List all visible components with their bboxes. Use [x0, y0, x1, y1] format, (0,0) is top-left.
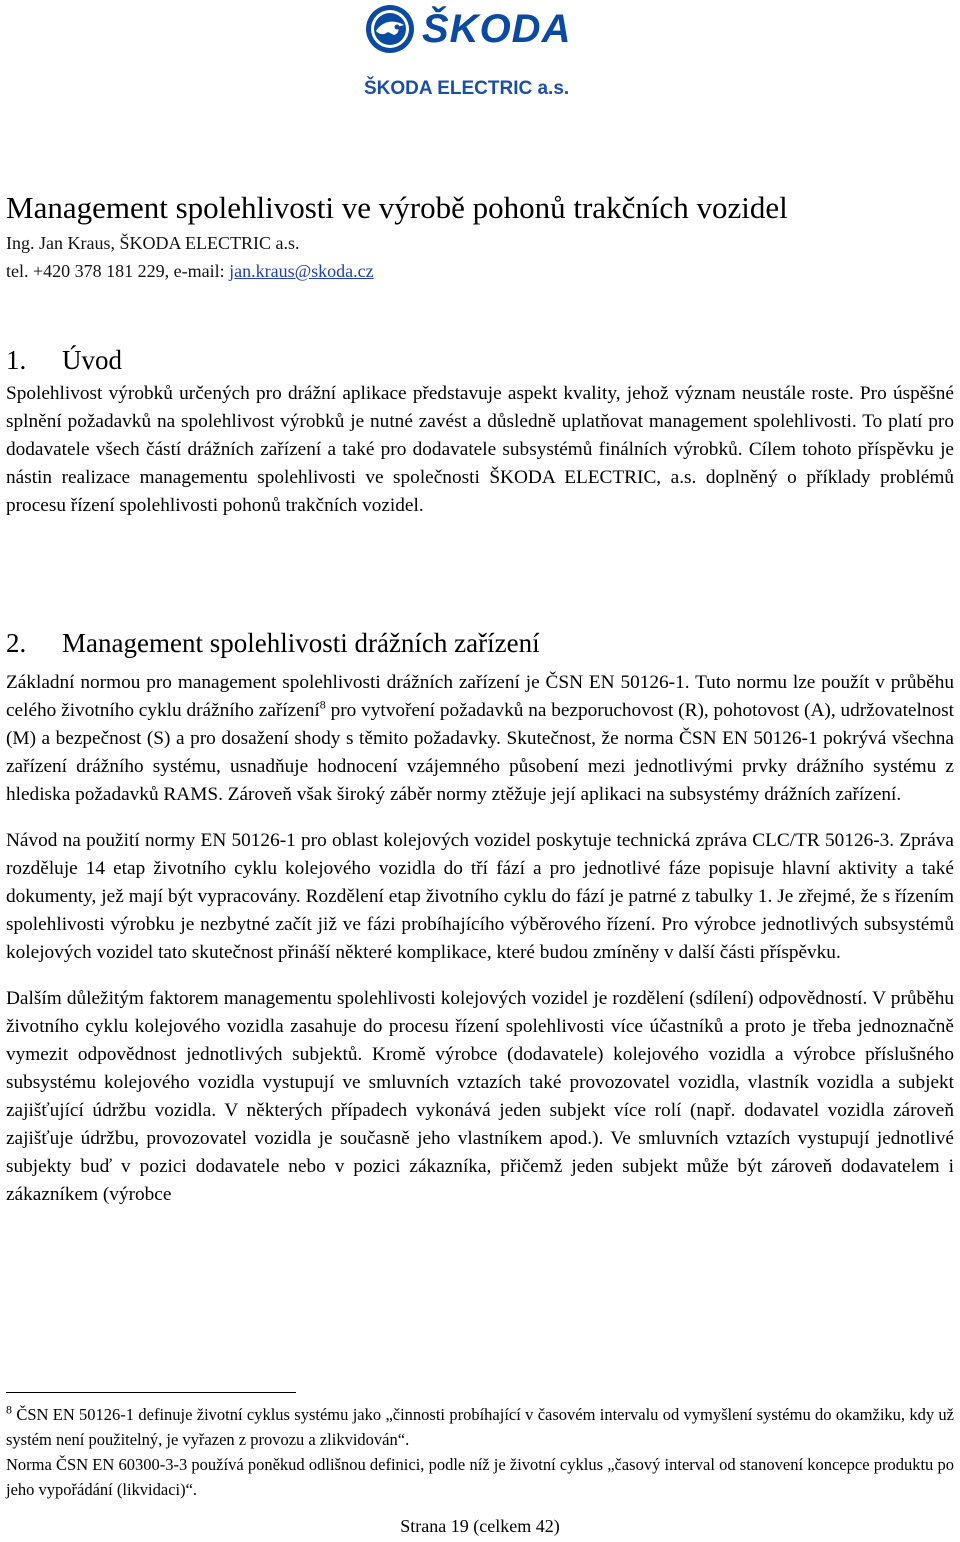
paragraph: Návod na použití normy EN 50126-1 pro oblast kolejových vozidel poskytuje technická zpráva CLC/TR 50126-3. Zpráva rozděluje 14 etap životního cyklu kolejového vozidla do tří fází a pro jednotlivé fáze popisuje hlavní aktivity a také dokumenty, jež mají být vypracovány. Rozdělení etap životního cyklu do fází je patrné z tabulky 1. Je zřejmé, že s řízením spolehlivosti výrobku je nezbytné začít již ve fázi probíhajícího výběrového řízení. Pro výrobce jednotlivých subsystémů kolejových vozidel tato skutečnost přináší některé komplikace, které budou zmíněny v další části příspěvku.	[6, 830, 954, 963]
skoda-winged-arrow-icon	[364, 3, 416, 55]
footnote	[6, 1402, 954, 1452]
section-title: Management spolehlivosti drážních zařízení	[62, 628, 540, 658]
skoda-logo	[364, 2, 571, 56]
company-name: ŠKODA ELECTRIC a.s.	[364, 78, 570, 99]
section-heading	[6, 340, 954, 380]
section-number: 1.	[6, 345, 27, 375]
paper-body	[6, 188, 954, 1205]
paper-title: Management spolehlivosti ve výrobě pohonů trakčních vozidel	[6, 190, 788, 225]
section-reliability-management	[6, 623, 954, 1209]
section-introduction	[6, 340, 954, 520]
section-title: Úvod	[62, 345, 122, 375]
paragraph: Dalším důležitým faktorem managementu spolehlivosti kolejových vozidel je rozdělení (sdílení) odpovědností. V průběhu životního cyklu kolejového vozidla zasahuje do procesu řízení spolehlivosti více účastníků a proto je třeba jednoznačně vymezit odpovědnost jednotlivých subjektů. Kromě výrobce (dodavatele) kolejového vozidla a výrobce příslušného subsystému kolejového vozidla vystupují ve smluvních vztazích také provozovatel vozidla, vlastník vozidla a subjekt zajišťující údržbu vozidla. V některých případech vykonává jeden subjekt více rolí (např. dodavatel vozidla zároveň zajišťuje údržbu, provozovatel vozidla je současně jeho vlastníkem apod.). Ve smluvních vztazích vystupují jednotlivé subjekty buď v pozici dodavatele nebo v pozici zákazníka, přičemž jeden subjekt může být zároveň dodavatelem i zákazníkem (výrobce	[6, 988, 954, 1205]
section-heading	[6, 623, 954, 663]
author-line: Ing. Jan Kraus, ŠKODA ELECTRIC a.s.	[6, 233, 300, 253]
email-link[interactable]: jan.kraus@skoda.cz	[229, 261, 374, 281]
footnote: Norma ČSN EN 60300-3-3 používá poněkud odlišnou definici, podle níž je životní cyklus „časový interval od stanovení koncepce produktu po jeho vypořádání (likvidaci)“.	[6, 1455, 954, 1499]
footnote-separator	[6, 1392, 296, 1393]
page-header	[0, 0, 960, 110]
footnote-reference[interactable]: 8	[319, 697, 326, 712]
paragraph: Spolehlivost výrobků určených pro drážní aplikace představuje aspekt kvality, jehož význam neustále roste. Pro úspěšné splnění požadavků na spolehlivost výrobků je nutné zavést a důsledně uplatňovat management spolehlivosti. To platí pro dodavatele všech částí drážních zařízení a také pro dodavatele subsystémů finálních výrobků. Cílem tohoto příspěvku je nástin realizace managementu spolehlivosti ve společnosti ŠKODA ELECTRIC, a.s. doplněný o příklady problémů procesu řízení spolehlivosti pohonů trakčních vozidel.	[6, 383, 954, 516]
contact-line	[6, 258, 954, 284]
section-number: 2.	[6, 628, 27, 658]
footnote-marker: 8	[6, 1402, 12, 1417]
paragraph-text: pro vytvoření požadavků na bezporuchovost (R), pohotovost (A), udržovatelnost (M) a bezpečnost (S) a pro dosažení shody s těmito požadavky. Skutečnost, že norma ČSN EN 50126-1 pokrývá všechna zařízení drážního systému, usnadňuje hodnocení vzájemného působení mezi jednotlivými prvky drážního systému z hlediska požadavků RAMS. Zároveň však široký záběr normy ztěžuje její aplikaci na subsystémy drážních zařízení.	[6, 700, 954, 805]
footnote-text: ČSN EN 50126-1 definuje životní cyklus systému jako „činnosti probíhající v časovém intervalu od vymyšlení systému do okamžiku, kdy už systém není použitelný, je vyřazen z provozu a zlikvidován“.	[6, 1405, 954, 1449]
contact-prefix: tel. +420 378 181 229, e-mail:	[6, 261, 230, 281]
paragraph	[6, 669, 954, 809]
logo-wordmark: ŠKODA	[422, 6, 572, 51]
paragraph-text: Základní normou pro management spolehlivosti drážních zařízení je ČSN EN 50126-1. Tuto normu lze použít v průběhu celého životního cyklu drážního zařízení	[6, 672, 954, 721]
footnotes	[6, 1402, 954, 1502]
page-number: Strana 19 (celkem 42)	[400, 1516, 560, 1536]
